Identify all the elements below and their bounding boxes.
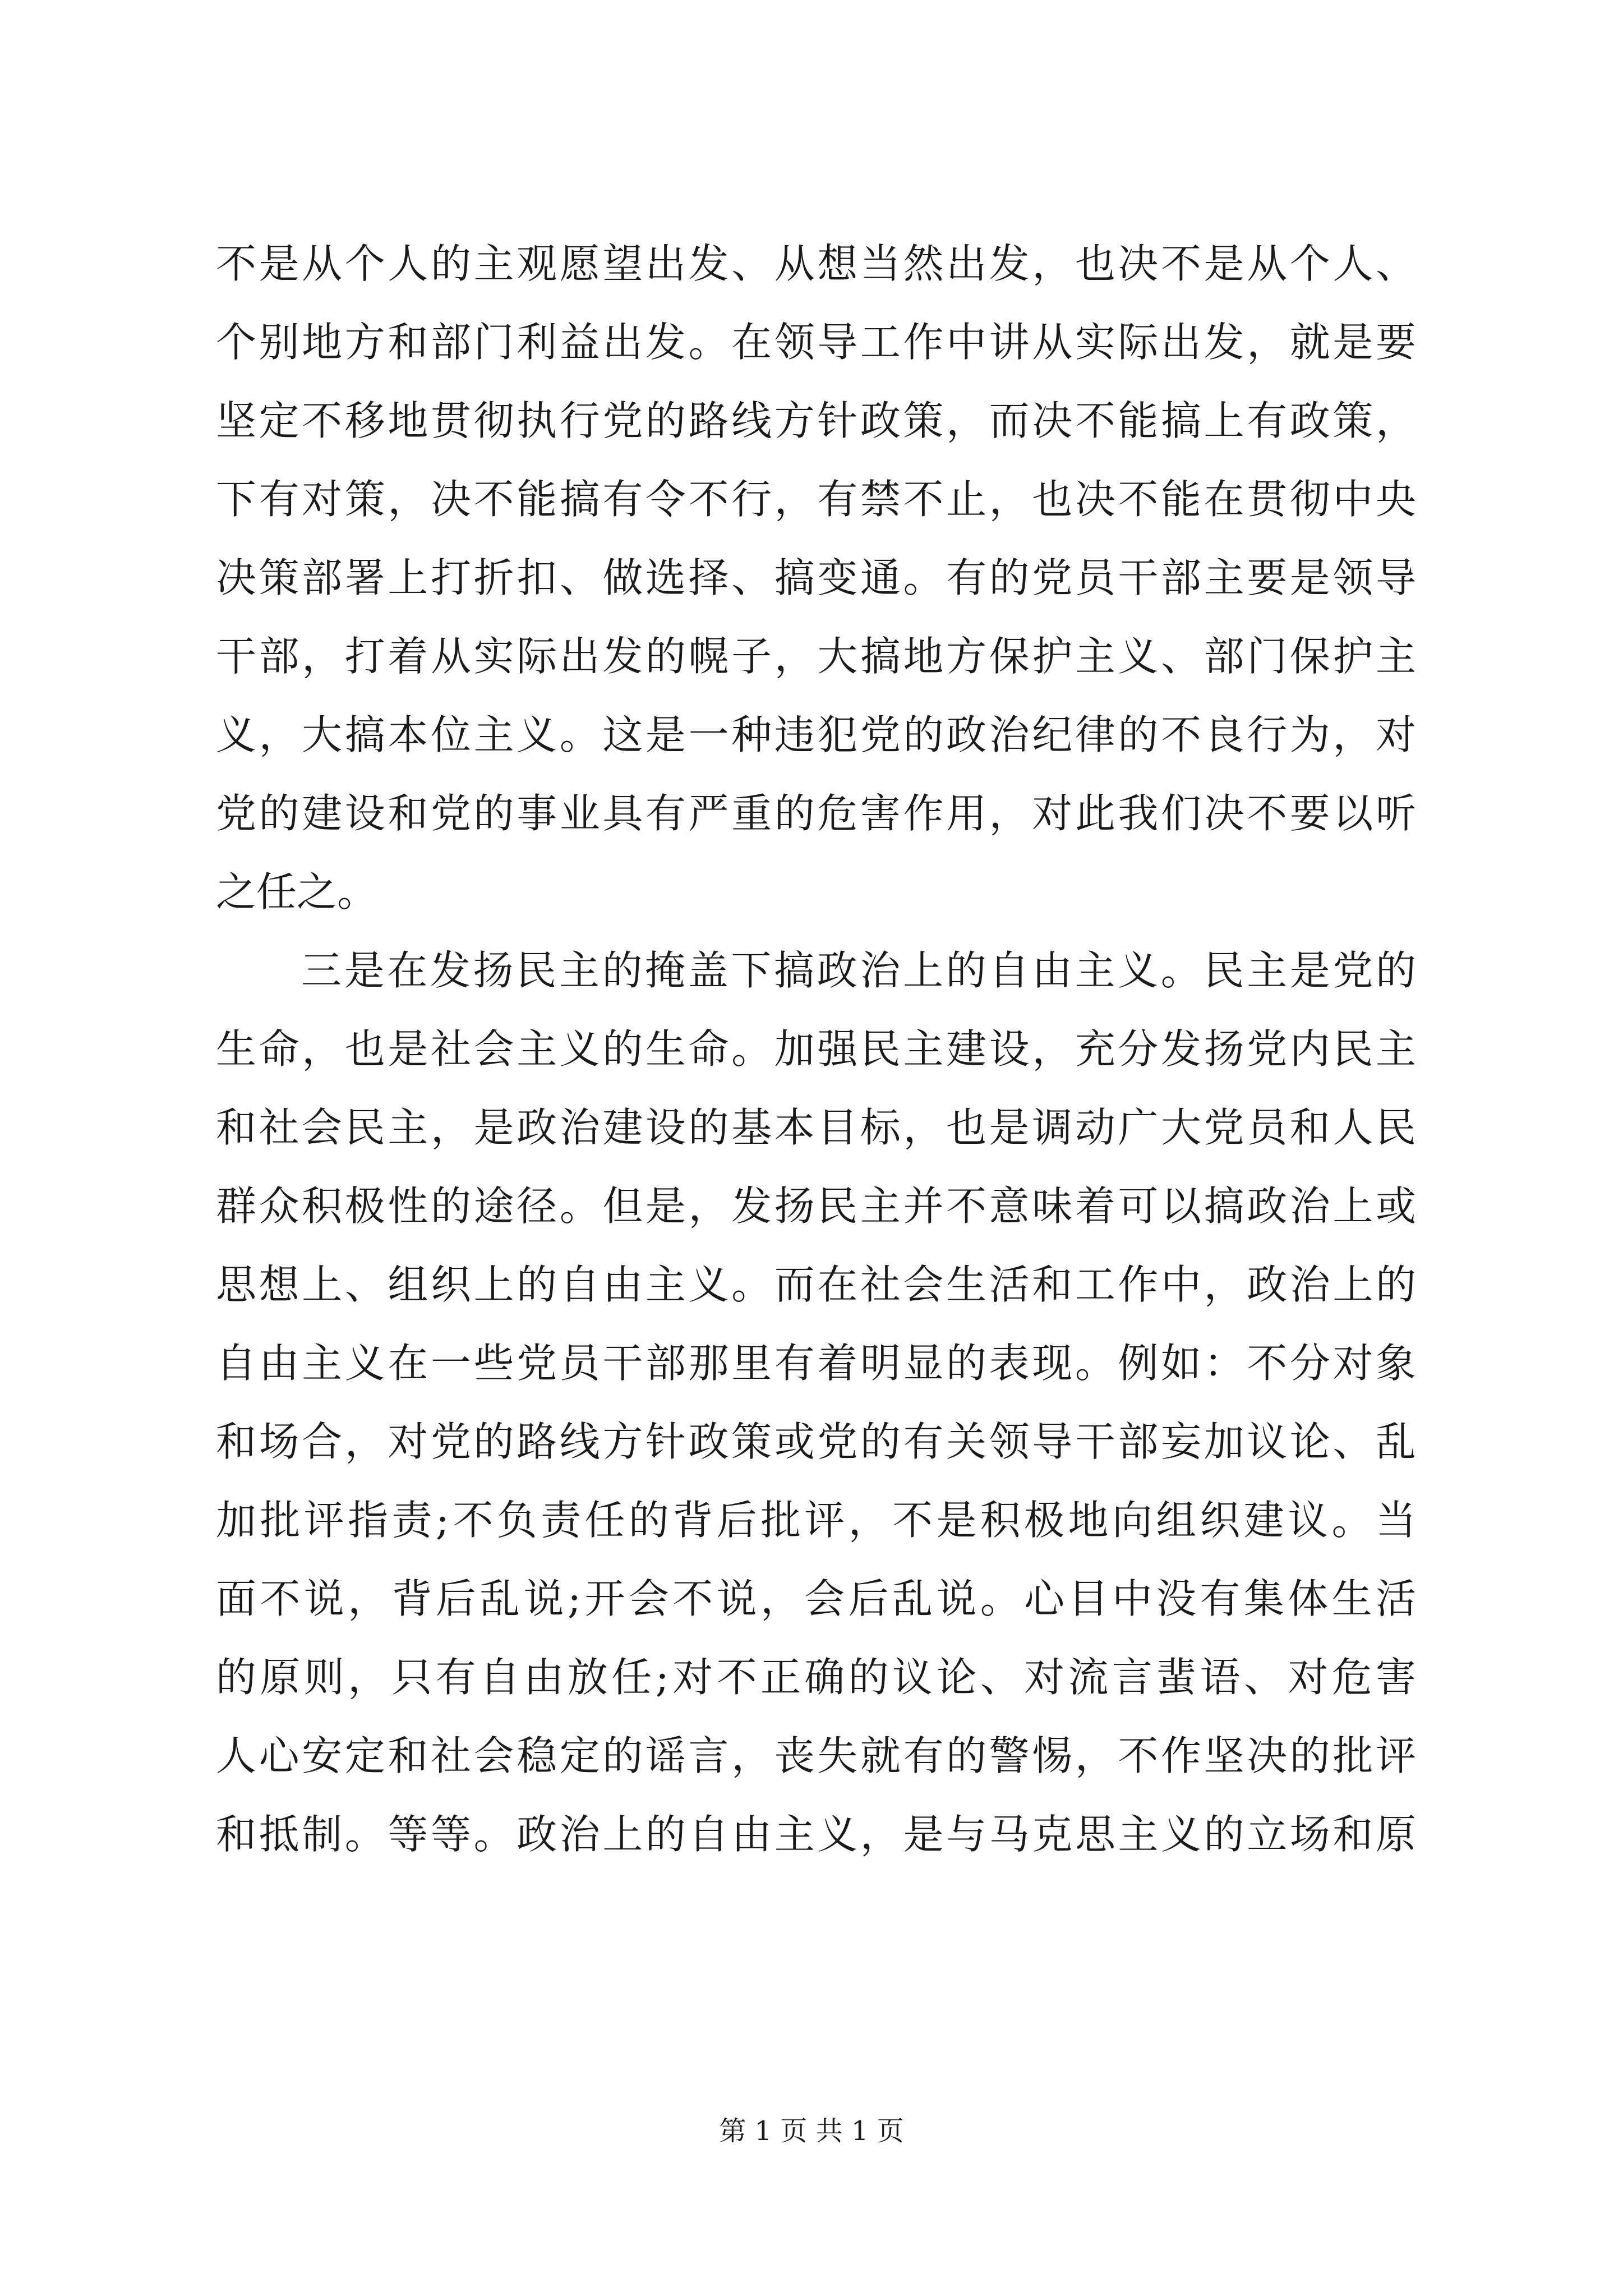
text-line: 党的建设和党的事业具有严重的危害作用，对此我们决不要以听: [216, 790, 1416, 837]
page-number-label: 第 1 页 共 1 页: [719, 2115, 904, 2147]
document-body: [216, 224, 1416, 1874]
paragraph-start-line: 三是在发扬民主的掩盖下搞政治上的自由主义。民主是党的: [301, 947, 1416, 994]
text-line: 干部，打着从实际出发的幌子，大搞地方保护主义、部门保护主: [216, 633, 1416, 680]
text-line: 坚定不移地贯彻执行党的路线方针政策，而决不能搞上有政策，: [216, 397, 1416, 444]
text-line: 和社会民主，是政治建设的基本目标，也是调动广大党员和人民: [216, 1104, 1416, 1151]
text-line: 加批评指责;不负责任的背后批评，不是积极地向组织建议。当: [216, 1497, 1416, 1544]
text-line: 和场合，对党的路线方针政策或党的有关领导干部妄加议论、乱: [216, 1418, 1416, 1465]
text-line: 和抵制。等等。政治上的自由主义，是与马克思主义的立场和原: [216, 1811, 1416, 1858]
text-line: 决策部署上打折扣、做选择、搞变通。有的党员干部主要是领导: [216, 554, 1416, 601]
text-line: 不是从个人的主观愿望出发、从想当然出发，也决不是从个人、: [216, 240, 1416, 287]
text-line: 思想上、组织上的自由主义。而在社会生活和工作中，政治上的: [216, 1261, 1416, 1308]
text-line: 义，大搞本位主义。这是一种违犯党的政治纪律的不良行为，对: [216, 711, 1416, 758]
text-line: 生命，也是社会主义的生命。加强民主建设，充分发扬党内民主: [216, 1025, 1416, 1073]
text-line: 群众积极性的途径。但是，发扬民主并不意味着可以搞政治上或: [216, 1182, 1416, 1230]
text-line: 的原则，只有自由放任;对不正确的议论、对流言蜚语、对危害: [216, 1654, 1416, 1701]
text-line: 下有对策，决不能搞有令不行，有禁不止，也决不能在贯彻中央: [216, 476, 1416, 523]
text-line: 自由主义在一些党员干部那里有着明显的表现。例如：不分对象: [216, 1340, 1416, 1387]
text-line: 之任之。: [216, 868, 378, 915]
page-footer: [0, 2109, 1623, 2148]
text-line: 面不说，背后乱说;开会不说，会后乱说。心目中没有集体生活: [216, 1575, 1416, 1622]
text-line: 个别地方和部门利益出发。在领导工作中讲从实际出发，就是要: [216, 319, 1416, 366]
text-line: 人心安定和社会稳定的谣言，丧失就有的警惕，不作坚决的批评: [216, 1732, 1416, 1779]
